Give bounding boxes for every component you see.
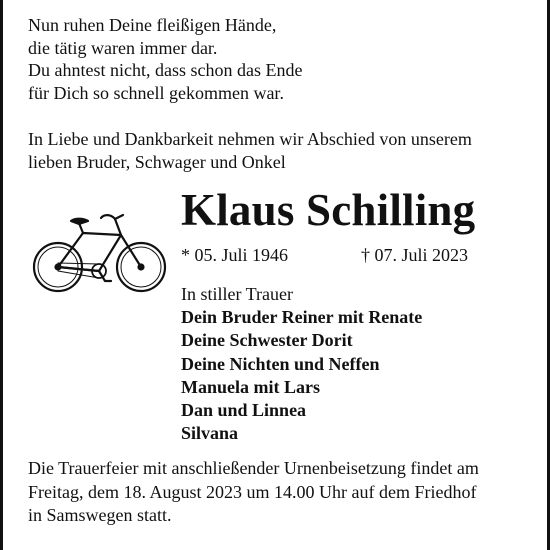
- mourner-name: Deine Nichten und Neffen: [181, 353, 380, 374]
- birth-date: * 05. Juli 1946: [181, 245, 289, 265]
- intro-line: In Liebe und Dankbarkeit nehmen wir Abschied von unserem: [28, 129, 472, 149]
- poem-line: Nun ruhen Deine fleißigen Hände,: [28, 15, 277, 35]
- ceremony-line: in Samswegen statt.: [28, 505, 172, 525]
- poem-line: die tätig waren immer dar.: [28, 37, 218, 58]
- mourner-name: Silvana: [181, 423, 239, 444]
- ceremony-info: [28, 457, 538, 528]
- intro-text: [28, 128, 538, 173]
- poem-line: für Dich so schnell gekommen war.: [28, 82, 284, 103]
- ceremony-line: Freitag, dem 18. August 2023 um 14.00 Uhr auf dem Friedhof: [28, 481, 477, 502]
- poem-line: Du ahntest nicht, dass schon das Ende: [28, 60, 303, 80]
- mourner-name: Deine Schwester Dorit: [181, 330, 353, 351]
- mourner-name: Manuela mit Lars: [181, 376, 320, 397]
- ceremony-line: Die Trauerfeier mit anschließender Urnenbeisetzung findet am: [28, 458, 479, 478]
- deceased-name: Klaus Schilling: [181, 185, 476, 235]
- mourner-name: Dan und Linnea: [181, 400, 307, 421]
- bicycle-icon: [31, 205, 171, 295]
- death-date: † 07. Juli 2023: [361, 245, 469, 265]
- intro-line: lieben Bruder, Schwager und Onkel: [28, 151, 286, 172]
- mourners-heading: In stiller Trauer: [181, 284, 293, 304]
- poem: [28, 14, 302, 104]
- mourners-list: [181, 283, 422, 445]
- mourner-name: Dein Bruder Reiner mit Renate: [181, 307, 423, 328]
